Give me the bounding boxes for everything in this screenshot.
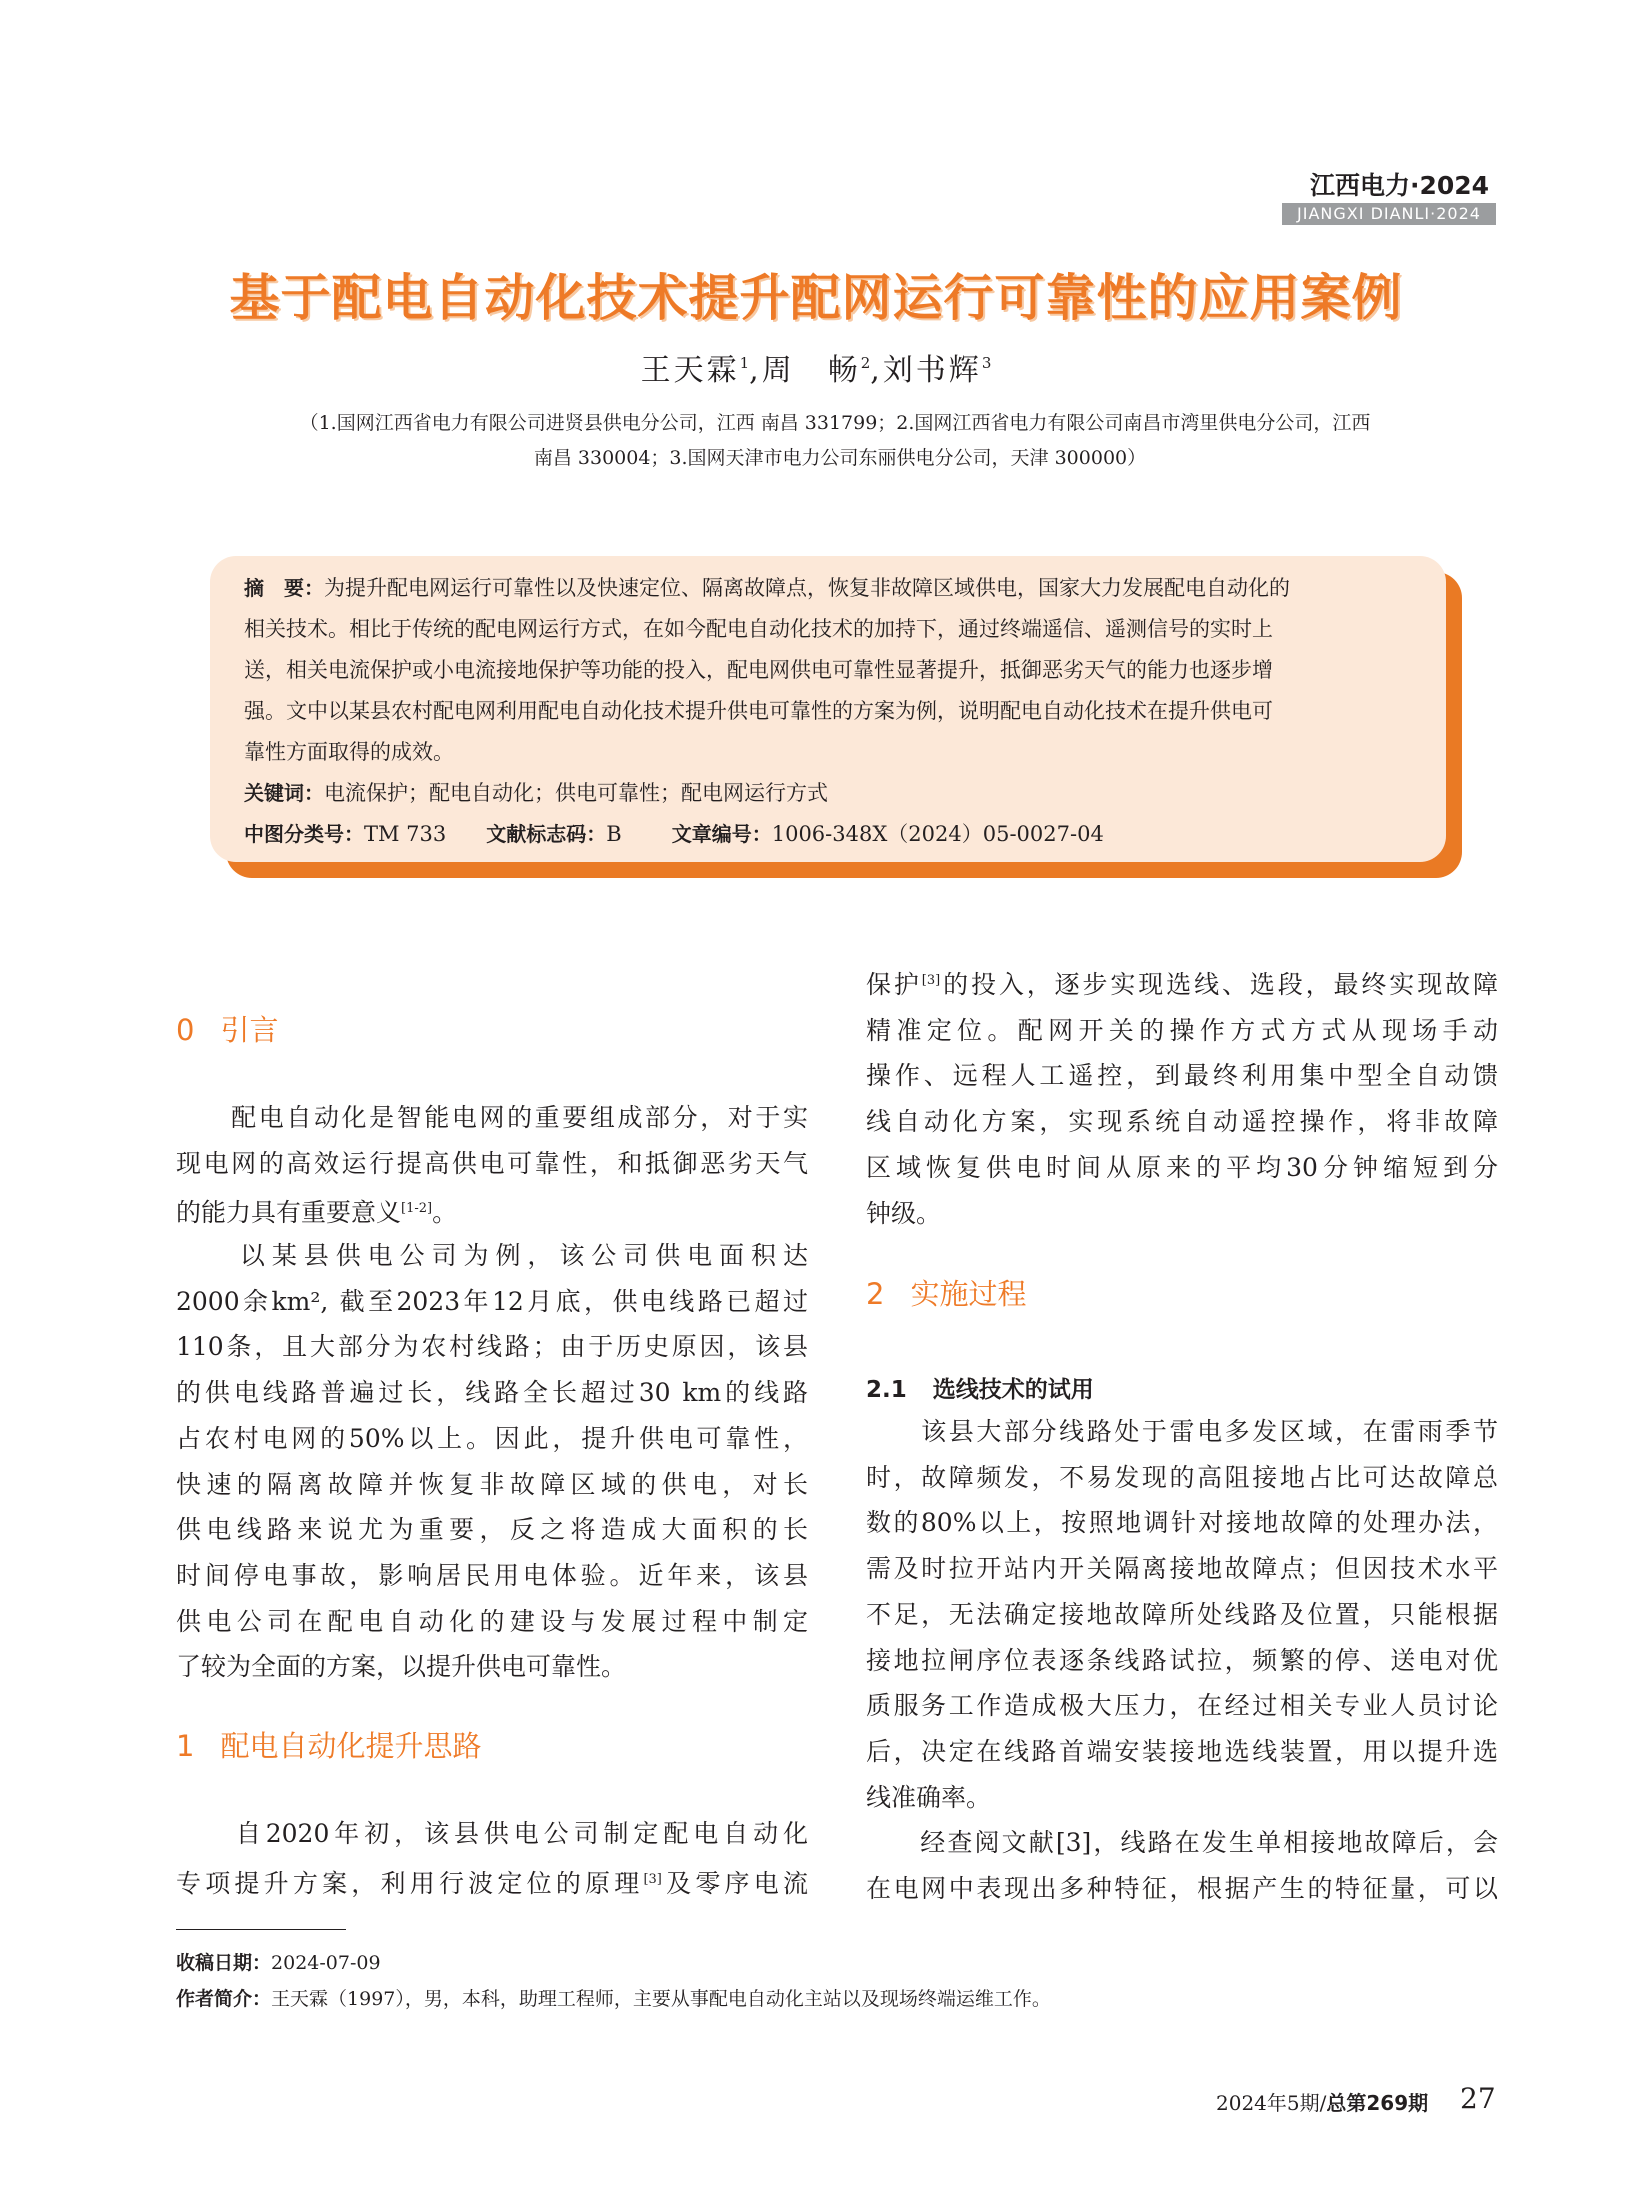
text-line: 时间停电事故，影响居民用电体验。近年来，该县 — [176, 1560, 808, 1590]
text-line: 自2020年初，该县供电公司制定配电自动化 — [176, 1819, 808, 1848]
text-line: 精准定位。配网开关的操作方式方式从现场手动 — [866, 1015, 1498, 1045]
text-line: 的供电线路普遍过长，线路全长超过30 km的线路 — [176, 1378, 808, 1408]
text-line: 快速的隔离故障并恢复非故障区域的供电，对长 — [176, 1469, 808, 1499]
issue-info — [1216, 2087, 1428, 2116]
text-line: 钟级。 — [866, 1198, 942, 1228]
classification — [244, 814, 1420, 855]
text-run: 专项提升方案，利用行波定位的原理 — [176, 1868, 644, 1898]
abstract-text: 为提升配电网运行可靠性以及快速定位、隔离故障点，恢复非故障区域供电，国家大力发展配电自动化的 — [324, 576, 1290, 600]
keywords-text: 电流保护；配电自动化；供电可靠性；配电网运行方式 — [324, 781, 828, 805]
subsection-number: 2.1 — [866, 1377, 907, 1403]
text-line: 该县大部分线路处于雷电多发区域，在雷雨季节 — [866, 1417, 1498, 1446]
affiliation-line: 南昌 330004；3.国网天津市电力公司东丽供电分公司，天津 300000） — [533, 447, 1147, 469]
subsection-title: 选线技术的试用 — [932, 1377, 1094, 1403]
issue-number: 2024年5期/ — [1216, 2091, 1327, 2115]
abstract-label: 摘 要： — [244, 576, 324, 600]
section-1-paragraph — [176, 1811, 808, 1906]
citation: [1-2] — [401, 1201, 433, 1217]
text-line: 数的80%以上，按照地调针对接地故障的处理办法， — [866, 1508, 1498, 1538]
text-run: 。 — [432, 1198, 458, 1228]
intro-paragraph-1 — [176, 1095, 808, 1236]
text-line: 110条，且大部分为农村线路；由于历史原因，该县 — [176, 1332, 808, 1362]
abstract-line: 送，相关电流保护或小电流接地保护等功能的投入，配电网供电可靠性显著提升，抵御恶劣天气的能力也逐步增 — [244, 658, 1273, 682]
citation: [3] — [643, 1871, 662, 1887]
text-line: 操作、远程人工遥控，到最终利用集中型全自动馈 — [866, 1061, 1498, 1091]
received-date — [176, 1948, 381, 1975]
received-value: 2024-07-09 — [271, 1952, 381, 1974]
section-title: 引言 — [220, 1013, 279, 1047]
affiliation-line: （1.国网江西省电力有限公司进贤县供电分公司，江西 南昌 331799；2.国网江西省电力有限公司南昌市湾里供电分公司，江西 — [299, 412, 1371, 434]
text-line: 供电线路来说尤为重要，反之将造成大面积的长 — [176, 1515, 808, 1545]
section-title: 配电自动化提升思路 — [220, 1729, 482, 1763]
text-line: 时，故障频发，不易发现的高阻接地占比可达故障总 — [866, 1462, 1498, 1492]
text-line: 占农村电网的50%以上。因此，提升供电可靠性， — [176, 1423, 808, 1453]
text-run: 的投入，逐步实现选线、选段，最终实现故障 — [940, 970, 1498, 999]
text-line: 需及时拉开站内开关隔离接地故障点；但因技术水平 — [866, 1554, 1498, 1584]
text-line — [176, 1857, 808, 1907]
article-no-value: 1006-348X（2024）05-0027-04 — [771, 822, 1104, 846]
author-3-mark: 3 — [981, 354, 992, 372]
author-separator: , — [749, 353, 762, 388]
section-title: 实施过程 — [910, 1277, 1027, 1311]
author-separator: , — [870, 353, 883, 388]
text-run: 保护 — [866, 970, 922, 999]
section-heading-1 — [176, 1724, 481, 1765]
text-line: 供电公司在配电自动化的建设与发展过程中制定 — [176, 1606, 808, 1636]
text-line: 2000余km², 截至2023年12月底，供电线路已超过 — [176, 1286, 808, 1316]
article-no-label: 文章编号： — [671, 822, 772, 846]
text-line: 后，决定在线路首端安装接地选线装置，用以提升选 — [866, 1736, 1498, 1766]
text-run: 及零序电流 — [661, 1868, 808, 1898]
text-line: 质服务工作造成极大压力，在经过相关专业人员讨论 — [866, 1691, 1498, 1721]
section-number: 0 — [176, 1013, 195, 1047]
journal-name-en: JIANGXI DIANLI·2024 — [1282, 203, 1496, 225]
author-2: 周 畅 — [761, 353, 861, 388]
author-1: 王天霖 — [640, 353, 740, 388]
text-line: 在电网中表现出多种特征，根据产生的特征量，可以 — [866, 1873, 1498, 1903]
bio-text: 王天霖（1997），男，本科，助理工程师，主要从事配电自动化主站以及现场终端运维工作。 — [271, 1988, 1051, 2010]
author-3: 刘书辉 — [882, 353, 982, 388]
paper-title: 基于配电自动化技术提升配网运行可靠性的应用案例 — [229, 269, 1403, 327]
author-line — [0, 345, 1632, 389]
section-number: 2 — [866, 1277, 885, 1311]
section-number: 1 — [176, 1729, 195, 1763]
author-2-mark: 2 — [860, 354, 871, 372]
affiliations — [190, 406, 1490, 476]
section-2-1-paragraph-1 — [866, 1409, 1498, 1820]
section-heading-intro — [176, 1008, 278, 1049]
section-heading-2 — [866, 1272, 1026, 1313]
abstract-line: 相关技术。相比于传统的配电网运行方式，在如今配电自动化技术的加持下，通过终端遥信、遥测信号的实时上 — [244, 617, 1273, 641]
abstract-line: 靠性方面取得的成效。 — [244, 740, 454, 764]
abstract — [244, 568, 1420, 855]
text-run: 的能力具有重要意义 — [176, 1198, 402, 1228]
text-line: 现电网的高效运行提高供电可靠性，和抵御恶劣天气 — [176, 1148, 808, 1178]
bio-label: 作者简介： — [176, 1988, 272, 2010]
received-label: 收稿日期： — [176, 1952, 272, 1974]
journal-name: 江西电力·2024 — [1310, 171, 1490, 200]
text-line — [866, 958, 1498, 1008]
intro-paragraph-2 — [176, 1233, 808, 1690]
text-line: 以某县供电公司为例，该公司供电面积达 — [176, 1241, 808, 1270]
author-bio — [176, 1984, 1051, 2011]
page-number: 27 — [1460, 2082, 1496, 2115]
text-line: 不足，无法确定接地故障所处线路及位置，只能根据 — [866, 1599, 1498, 1629]
author-1-mark: 1 — [739, 354, 750, 372]
clc-label: 中图分类号： — [244, 822, 364, 846]
doc-code-label: 文献标志码： — [486, 822, 607, 846]
text-line: 经查阅文献[3]，线路在发生单相接地故障后，会 — [866, 1828, 1498, 1857]
text-line: 线准确率。 — [866, 1782, 992, 1812]
keywords — [244, 773, 1420, 814]
keywords-label: 关键词： — [244, 781, 324, 805]
total-issue: 总第269期 — [1326, 2091, 1429, 2115]
citation: [3] — [921, 973, 941, 988]
footnote-rule — [176, 1929, 346, 1930]
text-line: 线自动化方案，实现系统自动遥控操作，将非故障 — [866, 1107, 1498, 1137]
text-line: 区域恢复供电时间从原来的平均30分钟缩短到分 — [866, 1152, 1498, 1182]
abstract-line: 强。文中以某县农村配电网利用配电自动化技术提升供电可靠性的方案为例，说明配电自动化技术在提升供电可 — [244, 699, 1273, 723]
text-line: 配电自动化是智能电网的重要组成部分，对于实 — [176, 1103, 808, 1132]
abstract-line — [244, 568, 1420, 609]
text-line — [176, 1186, 808, 1236]
text-line: 接地拉闸序位表逐条线路试拉，频繁的停、送电对优 — [866, 1645, 1498, 1675]
text-line: 了较为全面的方案，以提升供电可靠性。 — [176, 1652, 627, 1682]
doc-code-value: B — [606, 822, 622, 846]
section-2-1-paragraph-2 — [866, 1820, 1498, 1911]
section-1-paragraph-cont — [866, 958, 1498, 1236]
subsection-heading-2-1 — [866, 1371, 1094, 1404]
clc-value: TM 733 — [364, 822, 447, 846]
